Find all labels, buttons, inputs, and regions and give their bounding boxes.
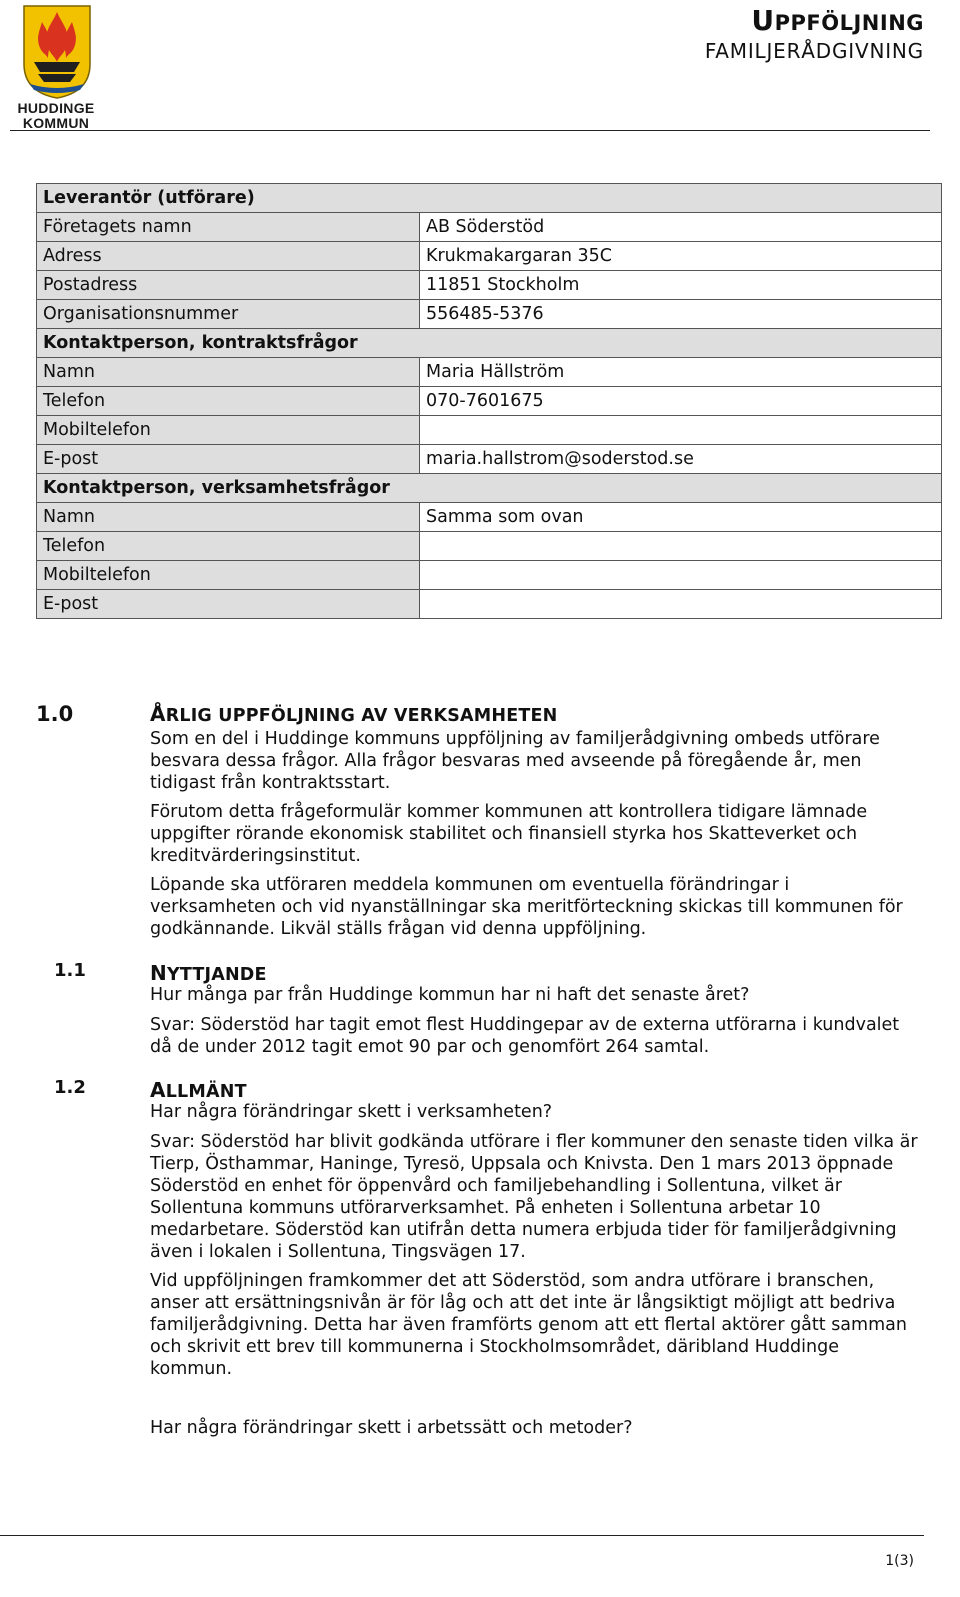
logo-text-line-1: HUDDINGE [17,100,95,116]
heading-first-letter: N [150,961,167,985]
supplier-info-table [36,183,942,619]
table-value [420,416,942,445]
table-value: 556485-5376 [420,300,942,329]
table-label: Telefon [37,532,420,561]
table-row [37,474,942,503]
table-row [37,184,942,213]
table-row [37,445,942,474]
question-text: Har några förändringar skett i verksamheten? [150,1102,553,1122]
heading-first-letter: A [150,1078,166,1102]
table-label: Mobiltelefon [37,416,420,445]
table-row [37,416,942,445]
table-section-heading: Kontaktperson, verksamhetsfrågor [37,474,942,503]
table-label: E-post [37,445,420,474]
title-rest: PPFÖLJNING [774,11,924,35]
header-divider [10,130,930,131]
coat-of-arms-icon [22,4,92,99]
heading-first-letter: Å [150,702,166,726]
question-text: Har några förändringar skett i arbetssätt och metoder? [150,1418,633,1438]
table-row [37,242,942,271]
answer-text: Svar: Söderstöd har blivit godkända utförare i fler kommuner den senaste tiden vilka är Tierp, Östhammar, Haninge, Tyresö, Uppsala och Knivsta. Den 1 mars 2013 öppnade Söderstöd en enhet för öppenvård och familjebehandling i Sollentuna, vilket är Sollentuna kommuns utförarverksamhet. På enheten i Sollentuna arbetar 10 medarbetare. Söderstöd kan utifrån detta numera erbjuda tider för familjerådgivning även i lokalen i Sollentuna, Tingsvägen 17. [150,1132,918,1262]
table-row [37,213,942,242]
table-label: Namn [37,358,420,387]
table-label: Telefon [37,387,420,416]
table-value [420,561,942,590]
paragraph: Som en del i Huddinge kommuns uppföljning av familjerådgivning ombeds utförare besvara dessa frågor. Alla frågor besvaras med avseende på föregående år, men tidigast från kontraktsstart. [150,729,880,793]
table-row [37,503,942,532]
section-heading-1-2 [150,1078,247,1102]
table-section-heading: Kontaktperson, kontraktsfrågor [37,329,942,358]
huddinge-logo [8,4,104,132]
table-row [37,532,942,561]
table-value: Maria Hällström [420,358,942,387]
table-row [37,300,942,329]
table-row [37,358,942,387]
section-number-1-2: 1.2 [54,1077,86,1098]
table-value [420,532,942,561]
table-value: maria.hallstrom@soderstod.se [420,445,942,474]
heading-rest: YTTJANDE [166,965,267,985]
document-subtitle: FAMILJERÅDGIVNING [704,39,924,63]
table-label: Mobiltelefon [37,561,420,590]
table-value: Samma som ovan [420,503,942,532]
table-label: E-post [37,590,420,619]
heading-rest: LLMÄNT [165,1082,247,1102]
heading-rest: RLIG UPPFÖLJNING AV VERKSAMHETEN [165,706,558,726]
question-text: Hur många par från Huddinge kommun har ni haft det senaste året? [150,985,750,1005]
page-number: 1(3) [885,1553,914,1569]
table-label: Postadress [37,271,420,300]
table-section-heading: Leverantör (utförare) [37,184,942,213]
table-label: Adress [37,242,420,271]
table-value: AB Söderstöd [420,213,942,242]
section-heading-1-1 [150,961,267,985]
section-number-1-0: 1.0 [36,702,74,726]
table-value [420,590,942,619]
table-label: Namn [37,503,420,532]
footer-divider [0,1535,924,1536]
table-row [37,590,942,619]
logo-text-line-2: KOMMUN [22,115,90,131]
table-row [37,329,942,358]
document-title [705,6,924,64]
table-label: Företagets namn [37,213,420,242]
section-number-1-1: 1.1 [54,960,86,981]
table-row [37,561,942,590]
title-first-letter: U [751,4,775,37]
paragraph: Förutom detta frågeformulär kommer kommunen att kontrollera tidigare lämnade uppgifter rörande ekonomisk stabilitet och finansiell styrka hos Skatteverket och kreditvärderingsinstitut. [150,802,868,866]
table-label: Organisationsnummer [37,300,420,329]
table-row [37,387,942,416]
table-row [37,271,942,300]
table-value: Krukmakargaran 35C [420,242,942,271]
paragraph: Löpande ska utföraren meddela kommunen om eventuella förändringar i verksamheten och vid nyanställningar ska meritförteckning skickas till kommunen för godkännande. Likväl ställs frågan vid denna uppföljning. [150,875,903,939]
answer-text: Svar: Söderstöd har tagit emot flest Huddingepar av de externa utförarna i kundvalet då de under 2012 tagit emot 90 par och genomfört 264 samtal. [150,1015,900,1057]
section-heading-1-0 [150,702,558,726]
table-value: 070-7601675 [420,387,942,416]
paragraph: Vid uppföljningen framkommer det att Söderstöd, som andra utförare i branschen, anser att ersättningsnivån är för låg och att det inte är långsiktigt möjligt att bedriva familjerådgivning. Detta har även framförts genom att ett flertal aktörer gått samman och skrivit ett brev till kommunerna i Stockholmsområdet, däribland Huddinge kommun. [150,1271,907,1379]
table-value: 11851 Stockholm [420,271,942,300]
